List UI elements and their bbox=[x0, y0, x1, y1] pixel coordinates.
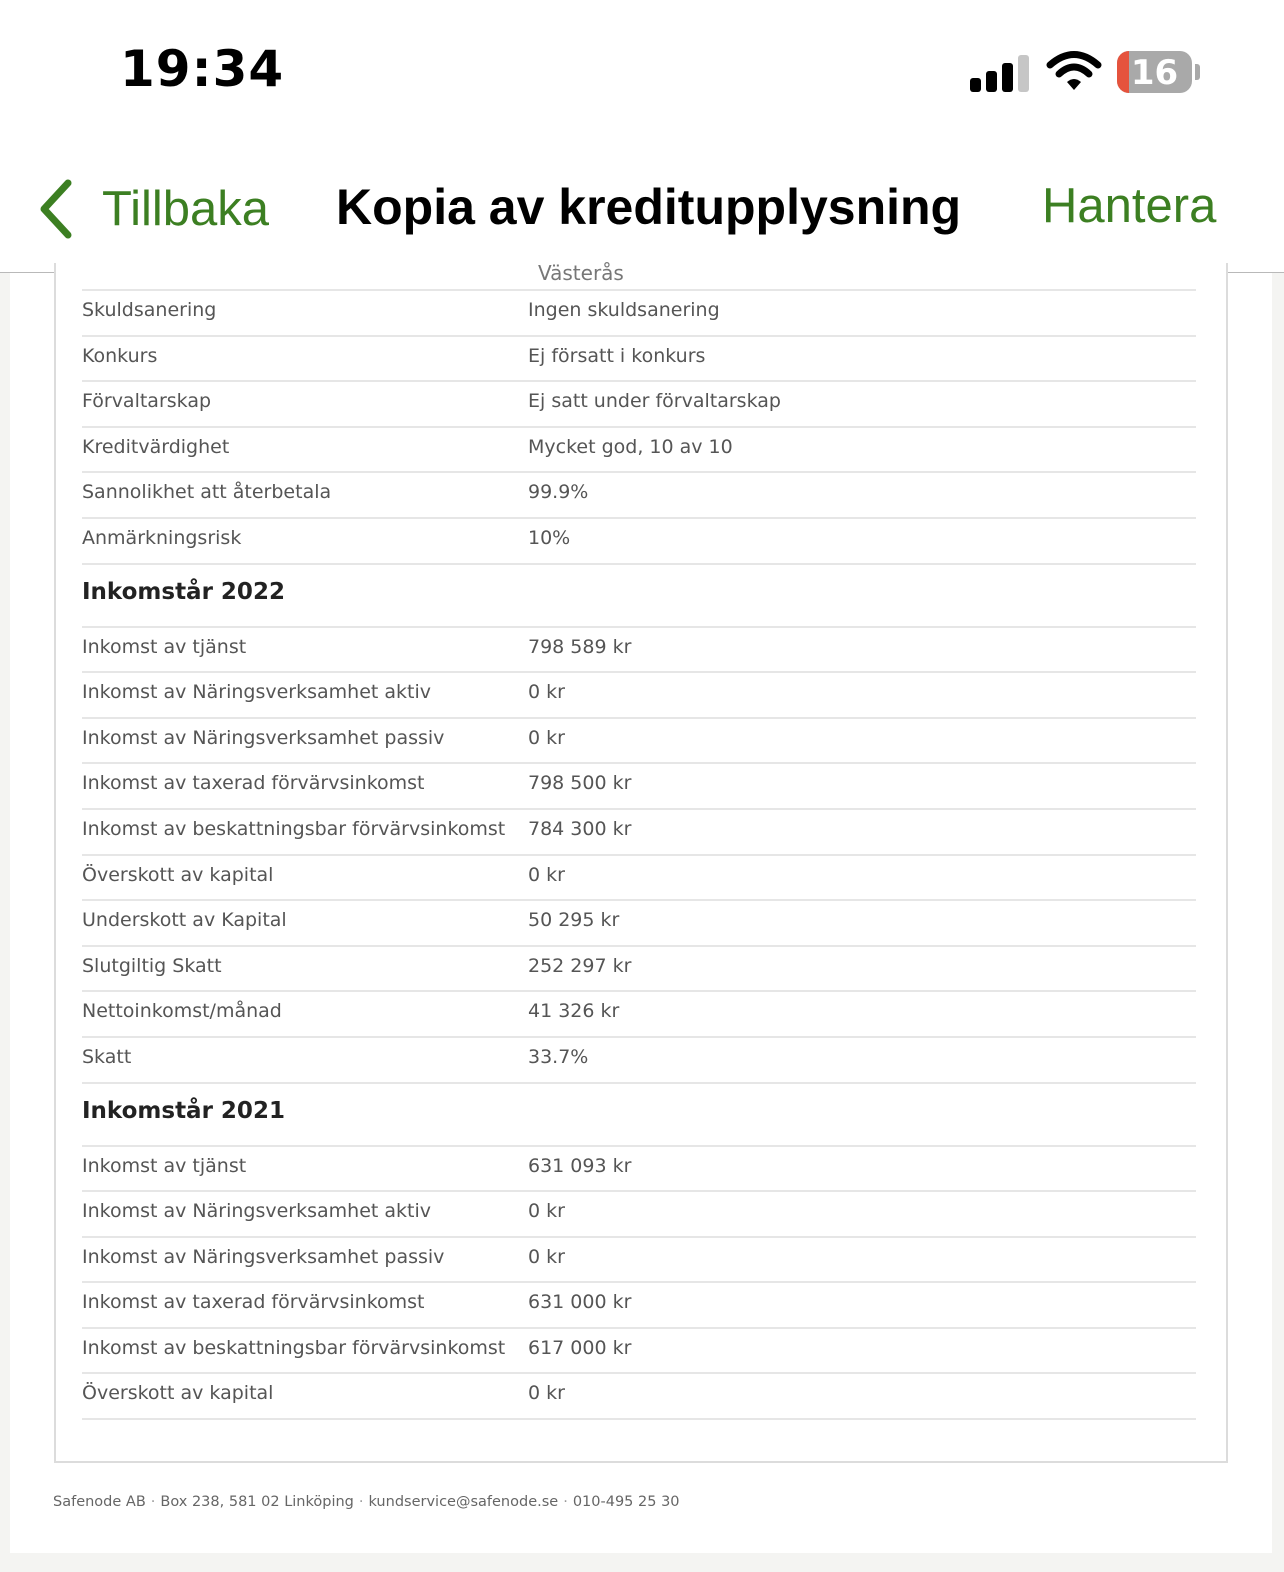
row-label: Konkurs bbox=[82, 344, 158, 367]
row-label: Inkomst av Näringsverksamhet aktiv bbox=[82, 1200, 432, 1223]
table-row bbox=[82, 990, 1196, 1036]
table-row bbox=[82, 808, 1196, 854]
status-bar bbox=[0, 0, 1284, 140]
row-label: Anmärkningsrisk bbox=[82, 526, 242, 549]
summary-section bbox=[82, 289, 1196, 563]
row-value: 784 300 kr bbox=[528, 817, 632, 840]
row-value: Ingen skuldsanering bbox=[528, 299, 720, 321]
navigation-bar bbox=[0, 140, 1284, 273]
row-label: Slutgiltig Skatt bbox=[82, 954, 222, 977]
row-value: 798 500 kr bbox=[528, 772, 632, 795]
table-row bbox=[82, 426, 1196, 472]
row-label: Inkomst av Näringsverksamhet passiv bbox=[82, 726, 445, 749]
footer: Safenode AB · Box 238, 581 02 Linköping · kundservice@safenode.se · 010-495 25 30 bbox=[53, 1494, 680, 1510]
row-value: 252 297 kr bbox=[528, 954, 632, 977]
row-label: Överskott av kapital bbox=[82, 863, 274, 886]
table-row bbox=[82, 471, 1196, 517]
row-value: 10% bbox=[528, 526, 571, 549]
section-title: Inkomstår 2022 bbox=[82, 578, 285, 605]
row-value: 0 kr bbox=[528, 1245, 565, 1268]
page-title: Kopia av kreditupplysning bbox=[336, 179, 962, 235]
battery-level: 16 bbox=[1130, 53, 1179, 93]
footer-address: Box 238, 581 02 Linköping bbox=[160, 1494, 354, 1510]
row-value: Mycket god, 10 av 10 bbox=[528, 435, 733, 458]
row-label: Överskott av kapital bbox=[82, 1382, 274, 1405]
footer-email[interactable]: kundservice@safenode.se bbox=[368, 1494, 559, 1510]
row-label: Förvaltarskap bbox=[82, 390, 212, 413]
row-value: 33.7% bbox=[528, 1045, 589, 1068]
section-heading-2022 bbox=[82, 563, 1196, 626]
table-row bbox=[82, 945, 1196, 991]
battery-cap bbox=[1195, 64, 1200, 80]
table-row bbox=[82, 1190, 1196, 1236]
status-time: 19:34 bbox=[120, 40, 285, 98]
table-row bbox=[82, 1036, 1196, 1082]
table-row bbox=[82, 671, 1196, 717]
table-row bbox=[82, 1145, 1196, 1191]
table-row bbox=[82, 380, 1196, 426]
row-value: Ej försatt i konkurs bbox=[528, 344, 706, 367]
table-divider bbox=[82, 1418, 1196, 1420]
footer-phone[interactable]: 010-495 25 30 bbox=[572, 1494, 680, 1510]
row-value: 41 326 kr bbox=[528, 1000, 620, 1023]
table-row bbox=[82, 1372, 1196, 1418]
row-value: 631 000 kr bbox=[528, 1291, 632, 1314]
row-label: Inkomst av taxerad förvärvsinkomst bbox=[82, 1291, 425, 1314]
row-value: 0 kr bbox=[528, 681, 565, 704]
row-label: Skatt bbox=[82, 1045, 132, 1068]
row-label: Inkomst av tjänst bbox=[82, 635, 247, 658]
row-value: 0 kr bbox=[528, 863, 565, 886]
income-2022-section bbox=[82, 626, 1196, 1082]
battery-icon bbox=[1117, 51, 1192, 93]
footer-company: Safenode AB bbox=[53, 1494, 146, 1510]
row-label: Nettoinkomst/månad bbox=[82, 1000, 282, 1023]
row-value: 99.9% bbox=[528, 481, 589, 504]
row-value: 0 kr bbox=[528, 726, 565, 749]
table-row bbox=[82, 899, 1196, 945]
table-row bbox=[82, 1281, 1196, 1327]
section-heading-2021 bbox=[82, 1082, 1196, 1145]
table-row bbox=[82, 1236, 1196, 1282]
credit-report-table bbox=[82, 289, 1196, 1420]
row-value: 0 kr bbox=[528, 1382, 565, 1405]
table-row bbox=[82, 289, 1196, 335]
table-row bbox=[82, 335, 1196, 381]
row-value: Ej satt under förvaltarskap bbox=[528, 390, 781, 413]
row-value: 50 295 kr bbox=[528, 909, 620, 932]
table-row bbox=[82, 517, 1196, 563]
row-label: Sannolikhet att återbetala bbox=[82, 481, 332, 504]
income-2021-section bbox=[82, 1145, 1196, 1419]
back-label: Tillbaka bbox=[102, 182, 270, 236]
row-label: Inkomst av Näringsverksamhet aktiv bbox=[82, 681, 432, 704]
row-label: Kreditvärdighet bbox=[82, 435, 230, 458]
row-value: 617 000 kr bbox=[528, 1336, 632, 1359]
chevron-left-icon bbox=[38, 179, 74, 239]
table-row bbox=[82, 626, 1196, 672]
row-value: 0 kr bbox=[528, 1200, 565, 1223]
row-label: Inkomst av taxerad förvärvsinkomst bbox=[82, 772, 425, 795]
manage-button[interactable]: Hantera bbox=[1042, 179, 1217, 233]
row-label: Inkomst av tjänst bbox=[82, 1154, 247, 1177]
wifi-icon bbox=[1046, 50, 1102, 92]
row-value: 798 589 kr bbox=[528, 635, 632, 658]
back-button[interactable] bbox=[38, 174, 269, 244]
table-row bbox=[82, 762, 1196, 808]
partial-text: Västerås bbox=[538, 261, 624, 285]
table-row bbox=[82, 854, 1196, 900]
section-title: Inkomstår 2021 bbox=[82, 1097, 285, 1124]
row-label: Skuldsanering bbox=[82, 299, 217, 321]
table-row bbox=[82, 717, 1196, 763]
cellular-signal-icon bbox=[970, 54, 1030, 92]
row-label: Inkomst av Näringsverksamhet passiv bbox=[82, 1245, 445, 1268]
row-label: Inkomst av beskattningsbar förvärvsinkomst bbox=[82, 1336, 506, 1359]
table-row bbox=[82, 1327, 1196, 1373]
row-value: 631 093 kr bbox=[528, 1154, 632, 1177]
row-label: Underskott av Kapital bbox=[82, 909, 287, 932]
row-label: Inkomst av beskattningsbar förvärvsinkomst bbox=[82, 817, 506, 840]
